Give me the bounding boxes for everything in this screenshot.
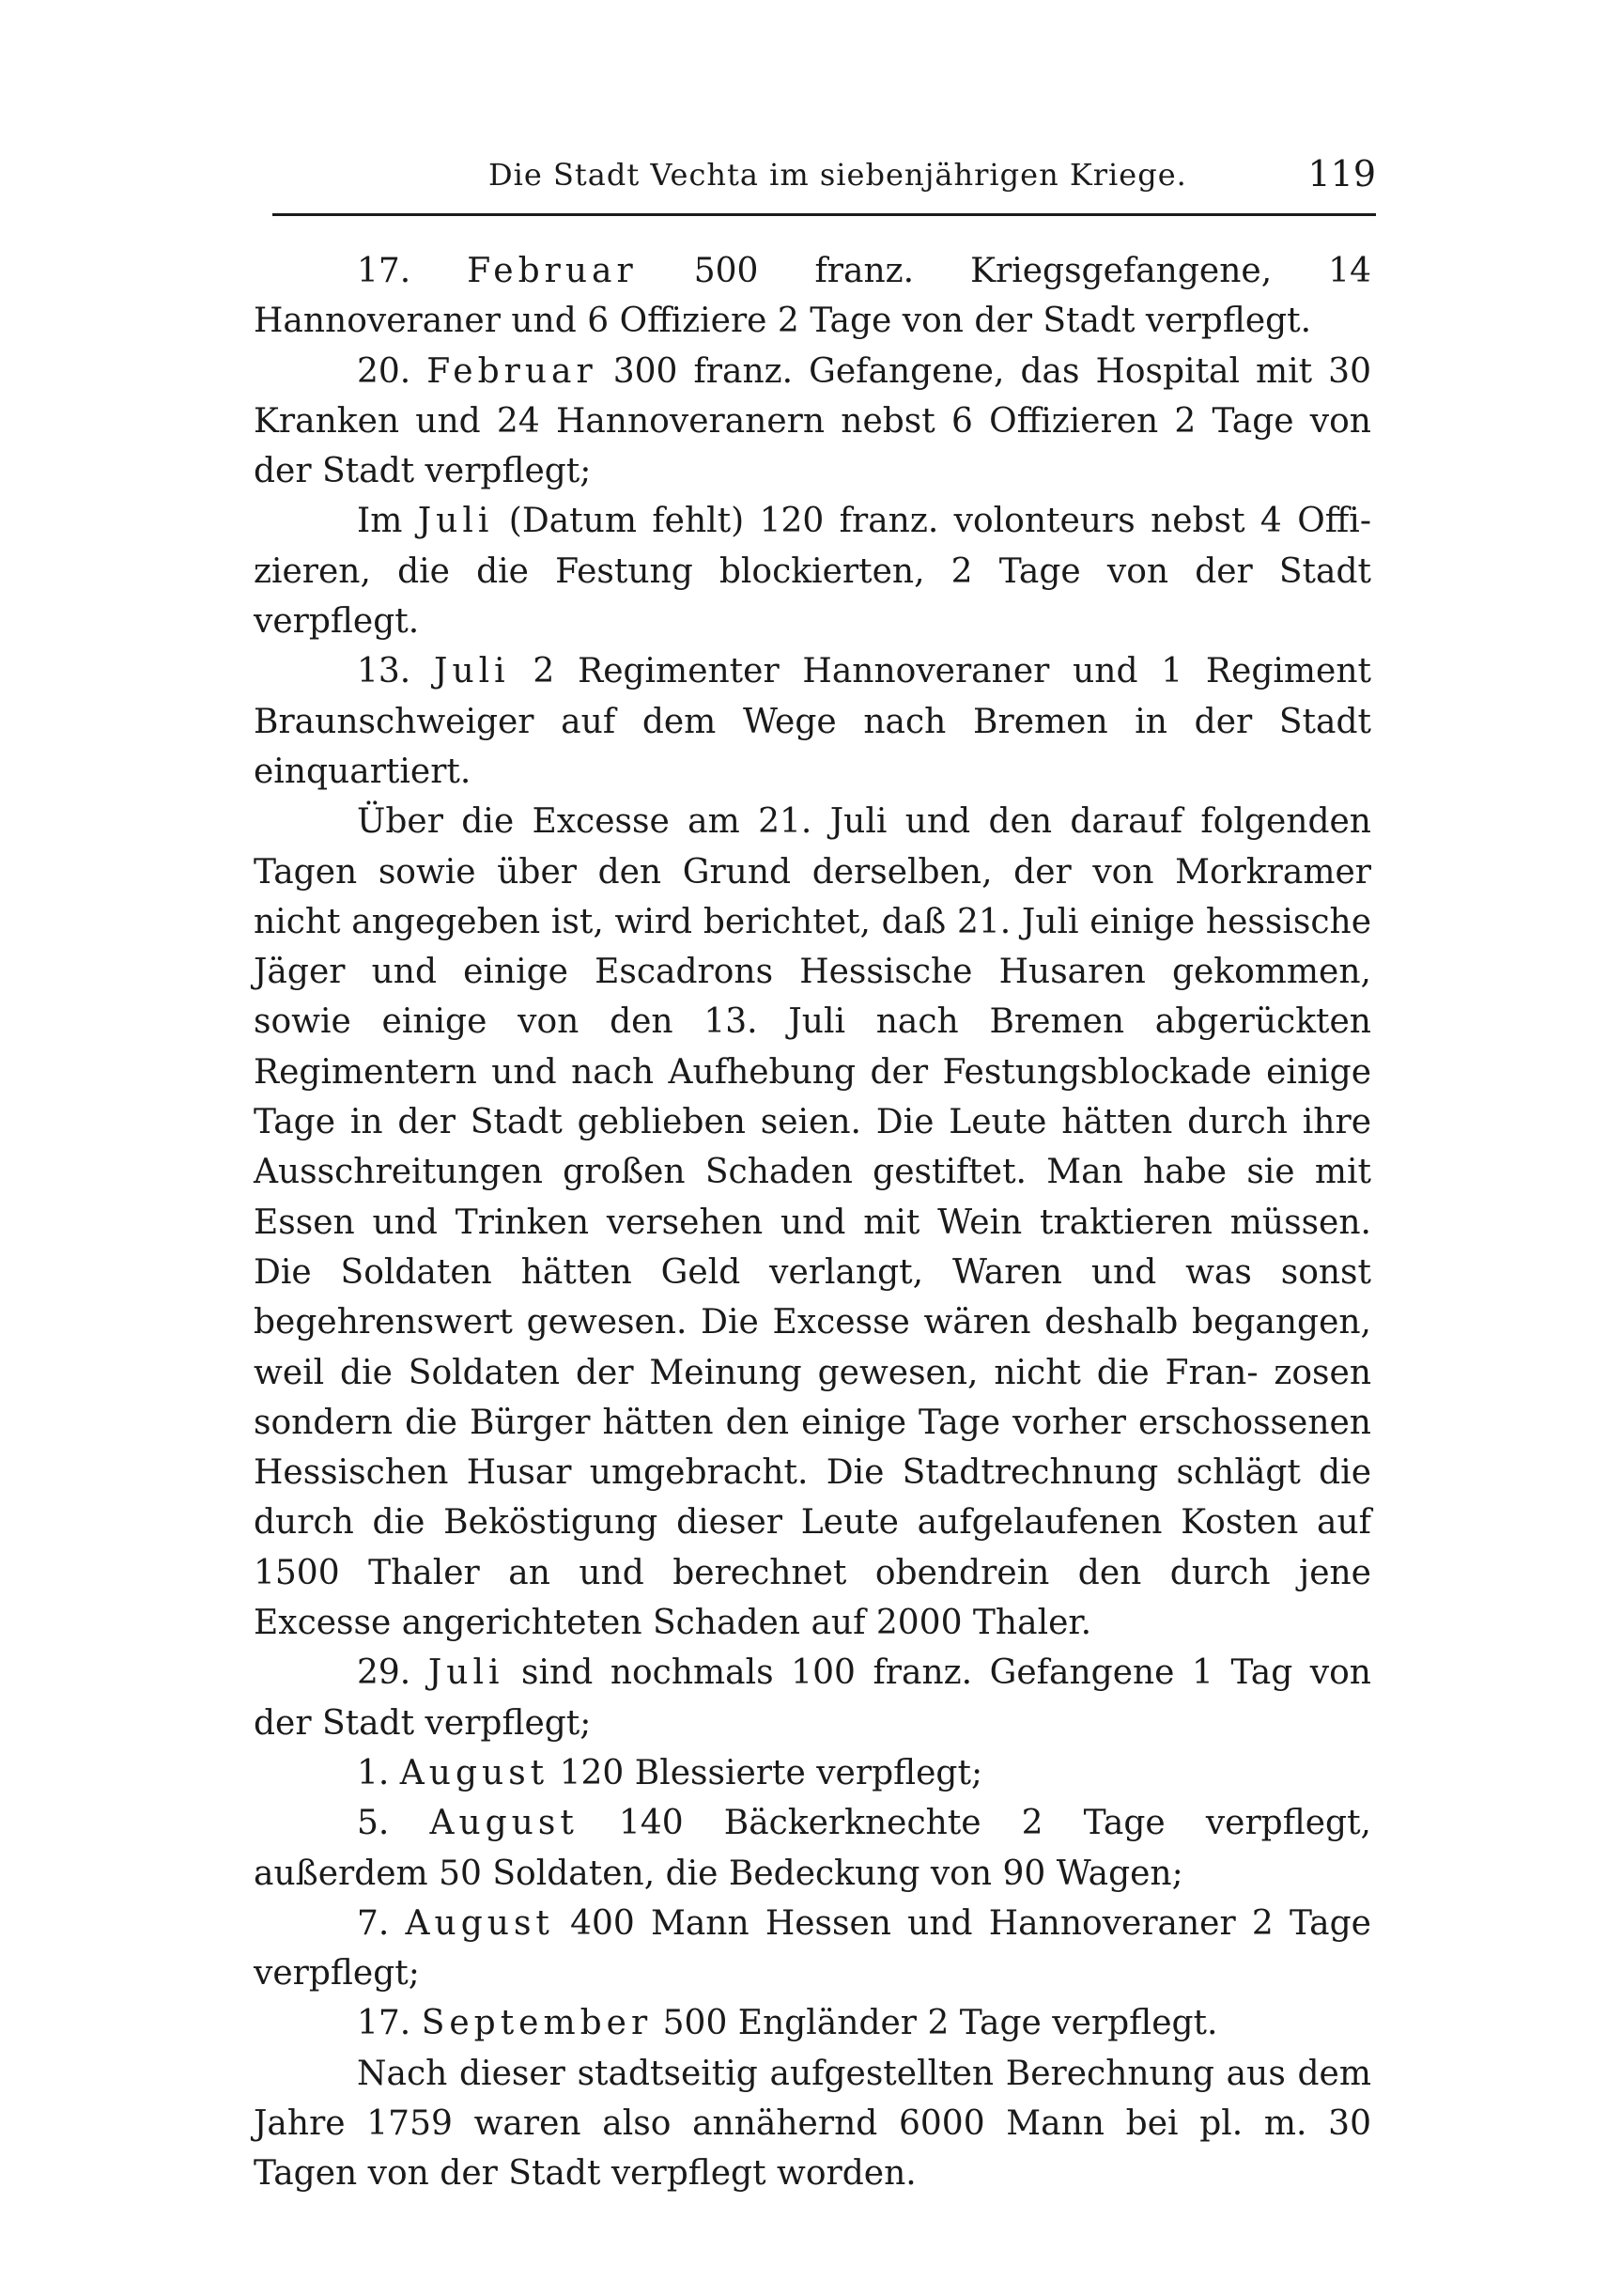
- paragraph: [254, 646, 1371, 797]
- date-number: 7.: [357, 1903, 406, 1943]
- date-number: 20.: [357, 351, 427, 391]
- date-number: 17.: [357, 2004, 422, 2043]
- date-prefix: Im: [357, 502, 418, 541]
- paragraph: [254, 1899, 1371, 1999]
- paragraph-text: 500 Engländer 2 Tage verpflegt.: [652, 2004, 1218, 2043]
- month-name: Februar: [467, 252, 638, 290]
- month-name: Februar: [426, 351, 597, 391]
- paragraph: [254, 347, 1371, 497]
- running-header: [272, 153, 1376, 209]
- month-name: September: [421, 2004, 653, 2043]
- paragraph-text: 120 Blessierte verpflegt;: [549, 1753, 983, 1792]
- running-header-title: Die Stadt Vechta im siebenjährigen Kriege.: [488, 157, 1187, 193]
- paragraph: [254, 1748, 1371, 1798]
- paragraph-text: 2 Regimenter Hannoveraner und 1 Regiment Braunschweiger auf dem Wege nach Bremen in der Stadt einquartiert.: [254, 652, 1371, 791]
- month-name: Juli: [417, 502, 494, 541]
- date-number: 5.: [357, 1804, 430, 1843]
- page-number: 119: [1307, 153, 1376, 194]
- month-name: Juli: [434, 652, 510, 691]
- paragraph-text: 140 Bäckerknechte 2 Tage verpflegt, außerdem 50 Soldaten, die Bedeckung von 90 Wagen;: [254, 1804, 1371, 1893]
- paragraph: [254, 496, 1371, 646]
- paragraph: [254, 246, 1371, 347]
- date-number: 13.: [357, 652, 435, 691]
- month-name: August: [399, 1753, 549, 1792]
- header-rule: [272, 213, 1376, 216]
- paragraph-text: (Datum fehlt) 120 franz. volonteurs nebst 4 Offi- zieren, die die Festung blockierten, 2 Tage von der Stadt verpflegt.: [254, 502, 1371, 642]
- paragraph: [254, 1648, 1371, 1748]
- date-number: 1.: [357, 1753, 400, 1792]
- month-name: August: [405, 1903, 554, 1943]
- date-number: 17.: [357, 252, 468, 290]
- month-name: August: [429, 1804, 579, 1843]
- paragraph-text: sind nochmals 100 franz. Gefangene 1 Tag von der Stadt verpflegt;: [254, 1653, 1371, 1743]
- paragraph-text: Nach dieser stadtseitig aufgestellten Berechnung aus dem Jahre 1759 waren also annähernd 6000 Mann bei pl. m. 30 Tagen von der Stadt verpflegt worden.: [254, 2054, 1371, 2194]
- month-name: Juli: [427, 1653, 504, 1693]
- paragraph: [254, 2049, 1371, 2199]
- paragraph-text: Über die Excesse am 21. Juli und den darauf folgenden Tagen sowie über den Grund derselben, der von Morkramer nicht angegeben ist, wird berichtet, daß 21. Juli einige hessische Jäger und einige Escadrons Hessische Husaren gekommen, sowie einige von den 13. Juli nach Bremen abgerückten Regimentern und nach Aufhebung der Festungsblockade einige Tage in der Stadt geblieben seien. Die Leute hätten durch ihre Ausschreitungen großen Schaden gestiftet. Man habe sie mit Essen und Trinken versehen und mit Wein traktieren müssen. Die Soldaten hätten Geld verlangt, Waren und was sonst begehrenswert gewesen. Die Excesse wären deshalb begangen, weil die Soldaten der Meinung gewesen, nicht die Fran- zosen sondern die Bürger hätten den einige Tage vorher erschossenen Hessischen Husar umgebracht. Die Stadtrechnung schlägt die durch die Beköstigung dieser Leute aufgelaufenen Kosten auf 1500 Thaler an und berechnet obendrein den durch jene Excesse angerichteten Schaden auf 2000 Thaler.: [254, 802, 1371, 1643]
- date-number: 29.: [357, 1653, 428, 1693]
- paragraph-text: 500 franz. Kriegsgefangene, 14 Hannoveraner und 6 Offiziere 2 Tage von der Stadt verpflegt.: [254, 252, 1371, 341]
- paragraph: [254, 1998, 1371, 2048]
- paragraph: [254, 1798, 1371, 1899]
- paragraph: [254, 797, 1371, 1648]
- paragraph-text: 400 Mann Hessen und Hannoveraner 2 Tage verpflegt;: [254, 1903, 1371, 1993]
- body-text: [254, 246, 1371, 2199]
- paragraph-text: 300 franz. Gefangene, das Hospital mit 30 Kranken und 24 Hannoveranern nebst 6 Offizieren 2 Tage von der Stadt verpflegt;: [254, 351, 1371, 491]
